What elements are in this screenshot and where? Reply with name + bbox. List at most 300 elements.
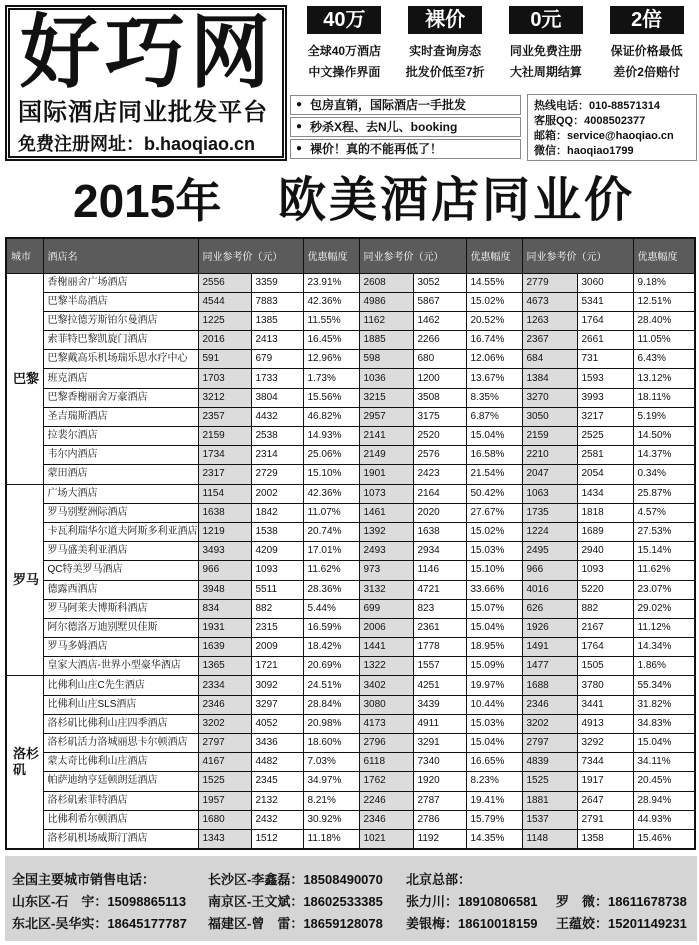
discount-cell: 12.96% xyxy=(303,350,359,369)
discount-cell: 8.21% xyxy=(303,791,359,810)
table-row xyxy=(6,676,695,695)
table-row xyxy=(6,810,695,829)
list-price-cell: 2538 xyxy=(251,427,303,446)
discount-cell: 0.34% xyxy=(633,465,695,484)
list-price-cell: 2020 xyxy=(413,503,466,522)
discount-cell: 34.83% xyxy=(633,714,695,733)
discount-cell: 27.53% xyxy=(633,522,695,541)
trade-price-cell: 1392 xyxy=(359,522,413,541)
list-price-cell: 1733 xyxy=(251,369,303,388)
discount-cell: 23.07% xyxy=(633,580,695,599)
table-row xyxy=(6,522,695,541)
header-trade-price: 同业参考价（元） xyxy=(522,238,633,273)
discount-cell: 31.82% xyxy=(633,695,695,714)
sales-contact: 山东区-石 宇：15098865113 xyxy=(12,894,187,909)
feature-line: 保证价格最低 xyxy=(610,44,683,58)
table-row xyxy=(6,350,695,369)
discount-cell: 30.92% xyxy=(303,810,359,829)
sales-contact: 东北区-吴华实：18645177787 xyxy=(12,916,187,931)
discount-cell: 46.82% xyxy=(303,407,359,426)
discount-cell: 1.86% xyxy=(633,657,695,676)
table-row xyxy=(6,561,695,580)
list-price-cell: 4721 xyxy=(413,580,466,599)
trade-price-cell: 2346 xyxy=(359,810,413,829)
trade-price-cell: 699 xyxy=(359,599,413,618)
feature-line: 差价2倍赔付 xyxy=(613,65,680,79)
discount-cell: 25.87% xyxy=(633,484,695,503)
list-price-cell: 731 xyxy=(577,350,633,369)
selling-point xyxy=(290,139,521,159)
header-hotel: 酒店名 xyxy=(43,238,198,273)
table-row xyxy=(6,503,695,522)
discount-cell: 15.03% xyxy=(466,542,522,561)
trade-price-cell: 1525 xyxy=(198,772,251,791)
trade-price-cell: 591 xyxy=(198,350,251,369)
header-trade-price: 同业参考价（元） xyxy=(359,238,466,273)
discount-cell: 14.34% xyxy=(633,638,695,657)
list-price-cell: 2786 xyxy=(413,810,466,829)
table-row xyxy=(6,753,695,772)
trade-price-cell: 3948 xyxy=(198,580,251,599)
discount-cell: 19.97% xyxy=(466,676,522,695)
discount-cell: 15.07% xyxy=(466,599,522,618)
hotel-name-cell: 巴黎香榭丽舍万豪酒店 xyxy=(43,388,198,407)
discount-cell: 11.05% xyxy=(633,331,695,350)
hotel-name-cell: 洛杉矶索菲特酒店 xyxy=(43,791,198,810)
discount-cell: 17.01% xyxy=(303,542,359,561)
hotel-name-cell: 洛杉矶比佛利山庄四季酒店 xyxy=(43,714,198,733)
discount-cell: 42.36% xyxy=(303,292,359,311)
discount-cell: 18.42% xyxy=(303,638,359,657)
trade-price-cell: 2556 xyxy=(198,273,251,292)
list-price-cell: 1689 xyxy=(577,522,633,541)
trade-price-cell: 1639 xyxy=(198,638,251,657)
discount-cell: 11.07% xyxy=(303,503,359,522)
hotel-name-cell: 巴黎半岛酒店 xyxy=(43,292,198,311)
brand-tagline: 国际酒店同业批发平台 xyxy=(18,99,268,126)
discount-cell: 15.09% xyxy=(466,657,522,676)
list-price-cell: 1818 xyxy=(577,503,633,522)
register-url: 免费注册网址：b.haoqiao.cn xyxy=(18,134,256,154)
trade-price-cell: 4016 xyxy=(522,580,577,599)
trade-price-cell: 3132 xyxy=(359,580,413,599)
hotel-name-cell: 罗马盛美利亚酒店 xyxy=(43,542,198,561)
table-row xyxy=(6,427,695,446)
list-price-cell: 679 xyxy=(251,350,303,369)
list-price-cell: 2791 xyxy=(577,810,633,829)
contact-info xyxy=(527,94,697,161)
discount-cell: 4.57% xyxy=(633,503,695,522)
trade-price-cell: 2317 xyxy=(198,465,251,484)
list-price-cell: 3804 xyxy=(251,388,303,407)
list-price-cell: 3291 xyxy=(413,734,466,753)
list-price-cell: 2581 xyxy=(577,446,633,465)
trade-price-cell: 4167 xyxy=(198,753,251,772)
table-row xyxy=(6,311,695,330)
list-price-cell: 7883 xyxy=(251,292,303,311)
table-row xyxy=(6,273,695,292)
feature-free-register xyxy=(496,5,597,93)
discount-cell: 25.06% xyxy=(303,446,359,465)
list-price-cell: 2520 xyxy=(413,427,466,446)
discount-cell: 15.79% xyxy=(466,810,522,829)
feature-net-price xyxy=(395,5,496,93)
hotel-name-cell: 罗马别墅洲际酒店 xyxy=(43,503,198,522)
hotel-name-cell: 蒙太奇比佛利山庄酒店 xyxy=(43,753,198,772)
trade-price-cell: 3215 xyxy=(359,388,413,407)
list-price-cell: 1721 xyxy=(251,657,303,676)
discount-cell: 10.44% xyxy=(466,695,522,714)
hotel-name-cell: 比佛利希尔顿酒店 xyxy=(43,810,198,829)
discount-cell: 18.95% xyxy=(466,638,522,657)
trade-price-cell: 2493 xyxy=(359,542,413,561)
hotel-name-cell: 洛杉矶机场威斯汀酒店 xyxy=(43,829,198,848)
list-price-cell: 3508 xyxy=(413,388,466,407)
table-row xyxy=(6,580,695,599)
trade-price-cell: 2159 xyxy=(522,427,577,446)
trade-price-cell: 1885 xyxy=(359,331,413,350)
discount-cell: 20.45% xyxy=(633,772,695,791)
discount-cell: 44.93% xyxy=(633,810,695,829)
discount-cell: 15.14% xyxy=(633,542,695,561)
list-price-cell: 2315 xyxy=(251,618,303,637)
discount-cell: 14.50% xyxy=(633,427,695,446)
table-row xyxy=(6,446,695,465)
discount-cell: 18.11% xyxy=(633,388,695,407)
trade-price-cell: 3493 xyxy=(198,542,251,561)
discount-cell: 16.65% xyxy=(466,753,522,772)
discount-cell: 28.36% xyxy=(303,580,359,599)
hotel-name-cell: 拉裴尔酒店 xyxy=(43,427,198,446)
trade-price-cell: 2159 xyxy=(198,427,251,446)
list-price-cell: 1093 xyxy=(577,561,633,580)
list-price-cell: 5511 xyxy=(251,580,303,599)
list-price-cell: 2002 xyxy=(251,484,303,503)
discount-cell: 11.55% xyxy=(303,311,359,330)
selling-point-text: 包房直销，国际酒店一手批发 xyxy=(310,98,467,112)
bullet-icon xyxy=(296,96,310,114)
list-price-cell: 2054 xyxy=(577,465,633,484)
trade-price-cell: 1734 xyxy=(198,446,251,465)
list-price-cell: 1917 xyxy=(577,772,633,791)
list-price-cell: 3993 xyxy=(577,388,633,407)
discount-cell: 15.04% xyxy=(466,734,522,753)
discount-cell: 24.51% xyxy=(303,676,359,695)
discount-cell: 16.59% xyxy=(303,618,359,637)
trade-price-cell: 3402 xyxy=(359,676,413,695)
trade-price-cell: 3050 xyxy=(522,407,577,426)
discount-cell: 16.74% xyxy=(466,331,522,350)
list-price-cell: 2167 xyxy=(577,618,633,637)
discount-cell: 8.23% xyxy=(466,772,522,791)
list-price-cell: 1358 xyxy=(577,829,633,848)
feature-line: 实时查询房态 xyxy=(409,44,482,58)
table-row xyxy=(6,618,695,637)
list-price-cell: 3359 xyxy=(251,273,303,292)
trade-price-cell: 1735 xyxy=(522,503,577,522)
table-row xyxy=(6,695,695,714)
trade-price-cell: 1688 xyxy=(522,676,577,695)
list-price-cell: 1557 xyxy=(413,657,466,676)
hotel-name-cell: 洛杉矶活力洛城丽思卡尔顿酒店 xyxy=(43,734,198,753)
trade-price-cell: 2779 xyxy=(522,273,577,292)
discount-cell: 15.10% xyxy=(303,465,359,484)
list-price-cell: 2361 xyxy=(413,618,466,637)
discount-cell: 11.12% xyxy=(633,618,695,637)
trade-price-cell: 4673 xyxy=(522,292,577,311)
header-discount: 优惠幅度 xyxy=(303,238,359,273)
city-cell: 罗马 xyxy=(6,484,43,676)
selling-point xyxy=(290,95,521,115)
list-price-cell: 3439 xyxy=(413,695,466,714)
trade-price-cell: 4173 xyxy=(359,714,413,733)
sales-contact: 长沙区-李鑫磊：18508490070 xyxy=(208,872,383,887)
table-row xyxy=(6,638,695,657)
list-price-cell: 2266 xyxy=(413,331,466,350)
discount-cell: 9.18% xyxy=(633,273,695,292)
trade-price-cell: 2495 xyxy=(522,542,577,561)
list-price-cell: 1593 xyxy=(577,369,633,388)
table-row xyxy=(6,734,695,753)
list-price-cell: 1920 xyxy=(413,772,466,791)
bullet-icon xyxy=(296,118,310,136)
discount-cell: 28.40% xyxy=(633,311,695,330)
discount-cell: 50.42% xyxy=(466,484,522,503)
table-row xyxy=(6,292,695,311)
trade-price-cell: 1931 xyxy=(198,618,251,637)
header-discount: 优惠幅度 xyxy=(466,238,522,273)
feature-tag: 40万 xyxy=(307,6,381,34)
list-price-cell: 4482 xyxy=(251,753,303,772)
discount-cell: 29.02% xyxy=(633,599,695,618)
trade-price-cell: 3202 xyxy=(198,714,251,733)
hotel-name-cell: 广场大酒店 xyxy=(43,484,198,503)
hotel-name-cell: 比佛利山庄C先生酒店 xyxy=(43,676,198,695)
trade-price-cell: 1148 xyxy=(522,829,577,848)
discount-cell: 15.04% xyxy=(466,427,522,446)
trade-price-cell: 1343 xyxy=(198,829,251,848)
trade-price-cell: 1322 xyxy=(359,657,413,676)
feature-line: 中文操作界面 xyxy=(308,65,381,79)
trade-price-cell: 1154 xyxy=(198,484,251,503)
table-row xyxy=(6,465,695,484)
discount-cell: 28.94% xyxy=(633,791,695,810)
trade-price-cell: 1384 xyxy=(522,369,577,388)
trade-price-cell: 1365 xyxy=(198,657,251,676)
list-price-cell: 2729 xyxy=(251,465,303,484)
city-cell: 巴黎 xyxy=(6,273,43,484)
discount-cell: 1.73% xyxy=(303,369,359,388)
page-title: 欧美酒店同业价 xyxy=(278,174,636,227)
discount-cell: 14.35% xyxy=(466,829,522,848)
list-price-cell: 1638 xyxy=(413,522,466,541)
list-price-cell: 2661 xyxy=(577,331,633,350)
discount-cell: 11.18% xyxy=(303,829,359,848)
feature-hotels xyxy=(294,5,395,93)
discount-cell: 15.03% xyxy=(466,714,522,733)
discount-cell: 6.43% xyxy=(633,350,695,369)
trade-price-cell: 4986 xyxy=(359,292,413,311)
discount-cell: 20.74% xyxy=(303,522,359,541)
feature-line: 全球40万酒店 xyxy=(307,44,382,58)
discount-cell: 19.41% xyxy=(466,791,522,810)
list-price-cell: 3297 xyxy=(251,695,303,714)
hotel-name-cell: 巴黎戴高乐机场瑞乐思水疗中心 xyxy=(43,350,198,369)
selling-point-text: 裸价！真的不能再低了！ xyxy=(310,142,443,156)
trade-price-cell: 598 xyxy=(359,350,413,369)
trade-price-cell: 1225 xyxy=(198,311,251,330)
trade-price-cell: 1901 xyxy=(359,465,413,484)
trade-price-cell: 1441 xyxy=(359,638,413,657)
hotel-name-cell: 巴黎拉德芳斯铂尔曼酒店 xyxy=(43,311,198,330)
hotel-name-cell: 索菲特巴黎凯旋门酒店 xyxy=(43,331,198,350)
list-price-cell: 3052 xyxy=(413,273,466,292)
hotel-name-cell: 卡瓦利瑞华尔道夫阿斯多利亚酒店 xyxy=(43,522,198,541)
trade-price-cell: 1491 xyxy=(522,638,577,657)
discount-cell: 5.19% xyxy=(633,407,695,426)
trade-price-cell: 6118 xyxy=(359,753,413,772)
list-price-cell: 5220 xyxy=(577,580,633,599)
list-price-cell: 1842 xyxy=(251,503,303,522)
discount-cell: 15.56% xyxy=(303,388,359,407)
trade-price-cell: 1926 xyxy=(522,618,577,637)
list-price-cell: 1512 xyxy=(251,829,303,848)
discount-cell: 6.87% xyxy=(466,407,522,426)
list-price-cell: 5341 xyxy=(577,292,633,311)
trade-price-cell: 1680 xyxy=(198,810,251,829)
table-header-row xyxy=(6,238,695,273)
list-price-cell: 3217 xyxy=(577,407,633,426)
discount-cell: 15.02% xyxy=(466,522,522,541)
table-row xyxy=(6,772,695,791)
list-price-cell: 2647 xyxy=(577,791,633,810)
table-row xyxy=(6,331,695,350)
trade-price-cell: 2016 xyxy=(198,331,251,350)
discount-cell: 15.04% xyxy=(633,734,695,753)
discount-cell: 14.93% xyxy=(303,427,359,446)
email: 邮箱：service@haoqiao.cn xyxy=(534,130,674,142)
trade-price-cell: 2797 xyxy=(198,734,251,753)
feature-line: 同业免费注册 xyxy=(509,44,582,58)
feature-line: 批发价低至7折 xyxy=(405,65,485,79)
hotel-name-cell: 香榭丽舍广场酒店 xyxy=(43,273,198,292)
list-price-cell: 3441 xyxy=(577,695,633,714)
hotel-name-cell: 班克酒店 xyxy=(43,369,198,388)
list-price-cell: 3175 xyxy=(413,407,466,426)
discount-cell: 7.03% xyxy=(303,753,359,772)
discount-cell: 34.97% xyxy=(303,772,359,791)
hotel-name-cell: QC特美罗马酒店 xyxy=(43,561,198,580)
hotel-name-cell: 罗马多姆酒店 xyxy=(43,638,198,657)
table-row xyxy=(6,829,695,848)
trade-price-cell: 2149 xyxy=(359,446,413,465)
hotel-name-cell: 韦尔内酒店 xyxy=(43,446,198,465)
selling-points xyxy=(290,95,521,161)
trade-price-cell: 3202 xyxy=(522,714,577,733)
discount-cell: 13.12% xyxy=(633,369,695,388)
brand-block xyxy=(5,5,287,161)
list-price-cell: 3436 xyxy=(251,734,303,753)
trade-price-cell: 834 xyxy=(198,599,251,618)
table-row xyxy=(6,484,695,503)
feature-price-guarantee xyxy=(596,5,697,93)
table-row xyxy=(6,407,695,426)
feature-tags xyxy=(294,5,697,93)
discount-cell: 28.84% xyxy=(303,695,359,714)
trade-price-cell: 2141 xyxy=(359,427,413,446)
hq-contact: 王蕴姣：15201149231 xyxy=(556,916,687,931)
discount-cell: 18.60% xyxy=(303,734,359,753)
list-price-cell: 4251 xyxy=(413,676,466,695)
feature-tag: 0元 xyxy=(509,6,583,34)
hotel-name-cell: 皇家大酒店-世界小型豪华酒店 xyxy=(43,657,198,676)
list-price-cell: 2132 xyxy=(251,791,303,810)
discount-cell: 20.69% xyxy=(303,657,359,676)
hotline: 热线电话：010-88571314 xyxy=(534,100,660,112)
selling-point-text: 秒杀X程、去N儿、booking xyxy=(310,120,458,134)
trade-price-cell: 2367 xyxy=(522,331,577,350)
footer-heading: 全国主要城市销售电话： xyxy=(12,872,156,887)
trade-price-cell: 973 xyxy=(359,561,413,580)
trade-price-cell: 1477 xyxy=(522,657,577,676)
list-price-cell: 2934 xyxy=(413,542,466,561)
trade-price-cell: 966 xyxy=(198,561,251,580)
sales-footer xyxy=(5,856,697,941)
trade-price-cell: 1638 xyxy=(198,503,251,522)
list-price-cell: 2432 xyxy=(251,810,303,829)
list-price-cell: 823 xyxy=(413,599,466,618)
list-price-cell: 882 xyxy=(577,599,633,618)
trade-price-cell: 1537 xyxy=(522,810,577,829)
trade-price-cell: 3270 xyxy=(522,388,577,407)
table-row xyxy=(6,657,695,676)
discount-cell: 21.54% xyxy=(466,465,522,484)
list-price-cell: 2345 xyxy=(251,772,303,791)
discount-cell: 16.45% xyxy=(303,331,359,350)
city-cell: 洛杉矶 xyxy=(6,676,43,849)
list-price-cell: 680 xyxy=(413,350,466,369)
trade-price-cell: 2797 xyxy=(522,734,577,753)
trade-price-cell: 2346 xyxy=(198,695,251,714)
hotel-name-cell: 帕萨迪纳亨廷顿朗廷酒店 xyxy=(43,772,198,791)
trade-price-cell: 1063 xyxy=(522,484,577,503)
trade-price-cell: 2608 xyxy=(359,273,413,292)
list-price-cell: 4911 xyxy=(413,714,466,733)
list-price-cell: 2413 xyxy=(251,331,303,350)
list-price-cell: 3060 xyxy=(577,273,633,292)
hotel-name-cell: 圣吉瑞斯酒店 xyxy=(43,407,198,426)
feature-line: 大社周期结算 xyxy=(509,65,582,79)
trade-price-cell: 3080 xyxy=(359,695,413,714)
trade-price-cell: 2006 xyxy=(359,618,413,637)
bullet-icon xyxy=(296,140,310,158)
support-qq: 客服QQ：4008502377 xyxy=(534,115,646,127)
feature-tag: 2倍 xyxy=(610,6,684,34)
title-year: 2015年 xyxy=(73,175,222,227)
list-price-cell: 1200 xyxy=(413,369,466,388)
trade-price-cell: 1525 xyxy=(522,772,577,791)
list-price-cell: 1462 xyxy=(413,311,466,330)
header-trade-price: 同业参考价（元） xyxy=(198,238,303,273)
rate-table xyxy=(5,237,696,850)
discount-cell: 16.58% xyxy=(466,446,522,465)
list-price-cell: 3780 xyxy=(577,676,633,695)
table-row xyxy=(6,369,695,388)
discount-cell: 20.52% xyxy=(466,311,522,330)
list-price-cell: 2314 xyxy=(251,446,303,465)
discount-cell: 13.67% xyxy=(466,369,522,388)
hotel-name-cell: 罗马阿莱夫博斯科酒店 xyxy=(43,599,198,618)
